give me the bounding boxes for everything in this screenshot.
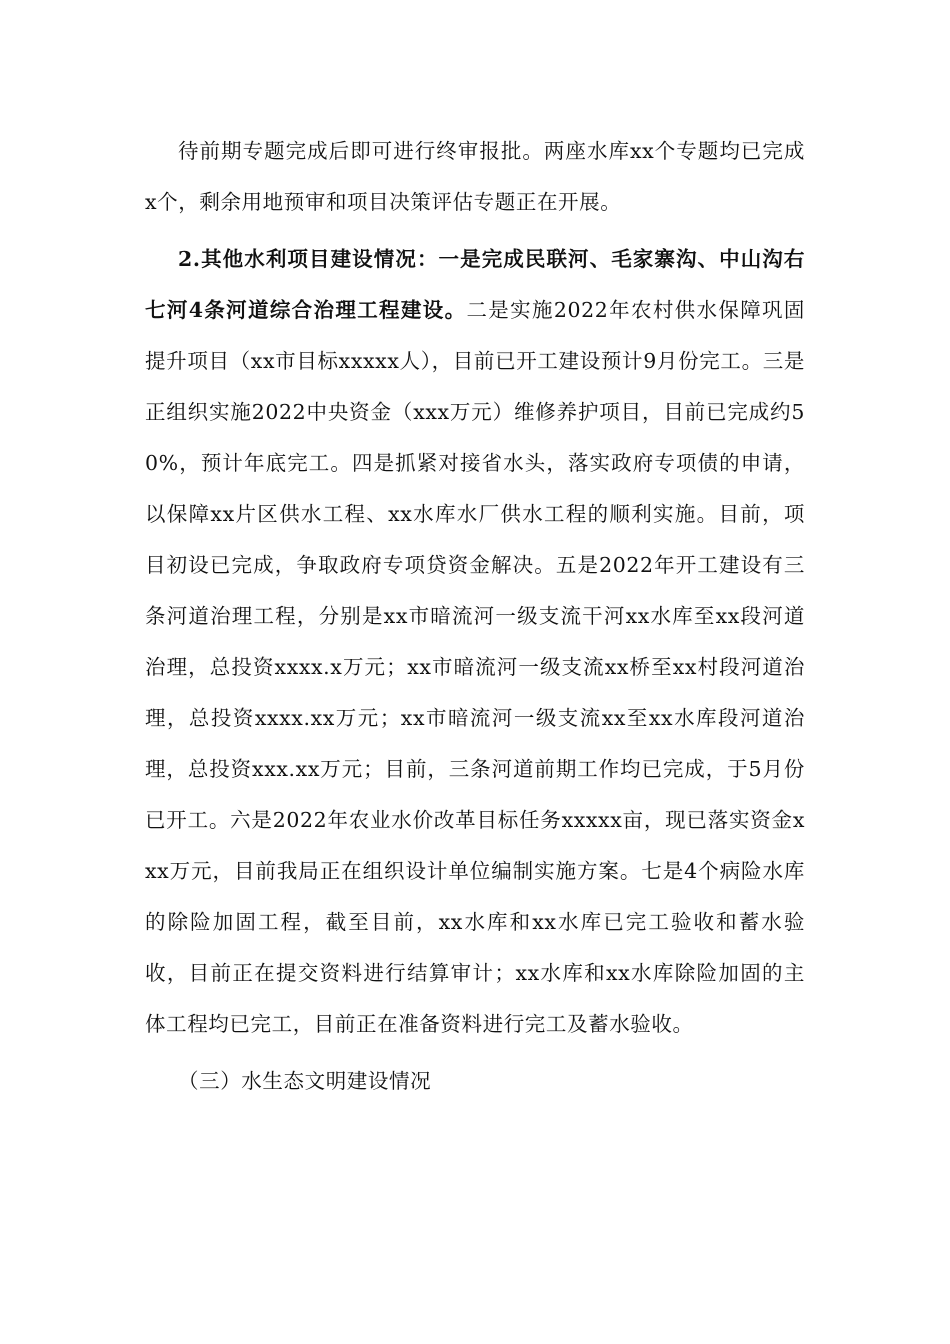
- paragraph-other-projects: [145, 234, 805, 1050]
- section-subheading: 2.其他水利项目建设情况：一是完成民联河、毛家寨沟、中山沟右七河4条河道综合治理工程建设。: [145, 247, 805, 322]
- section-heading: （三）水生态文明建设情况: [178, 1069, 432, 1093]
- paragraph-body-text: 二是实施2022年农村供水保障巩固提升项目（xx市目标xxxxx人），目前已开工建设预计9月份完工。三是正组织实施2022中央资金（xxx万元）维修养护项目，目前已完成约50%，预计年底完工。四是抓紧对接省水头，落实政府专项债的申请，以保障xx片区供水工程、xx水库水厂供水工程的顺利实施。目前，项目初设已完成，争取政府专项贷资金解决。五是2022年开工建设有三条河道治理工程，分别是xx市暗流河一级支流干河xx水库至xx段河道治理，总投资xxxx.x万元；xx市暗流河一级支流xx桥至xx村段河道治理，总投资xxxx.xx万元；xx市暗流河一级支流xx至xx水库段河道治理，总投资xxx.xx万元；目前，三条河道前期工作均已完成，于5月份已开工。六是2022年农业水价改革目标任务xxxxx亩，现已落实资金xxx万元，目前我局正在组织设计单位编制实施方案。七是4个病险水库的除险加固工程，截至目前，xx水库和xx水库已完工验收和蓄水验收，目前正在提交资料进行结算审计；xx水库和xx水库除险加固的主体工程均已完工，目前正在准备资料进行完工及蓄水验收。: [145, 298, 805, 1036]
- document-body: [145, 126, 805, 1107]
- paragraph-continuation: 待前期专题完成后即可进行终审报批。两座水库xx个专题均已完成x个，剩余用地预审和项目决策评估专题正在开展。: [145, 139, 805, 214]
